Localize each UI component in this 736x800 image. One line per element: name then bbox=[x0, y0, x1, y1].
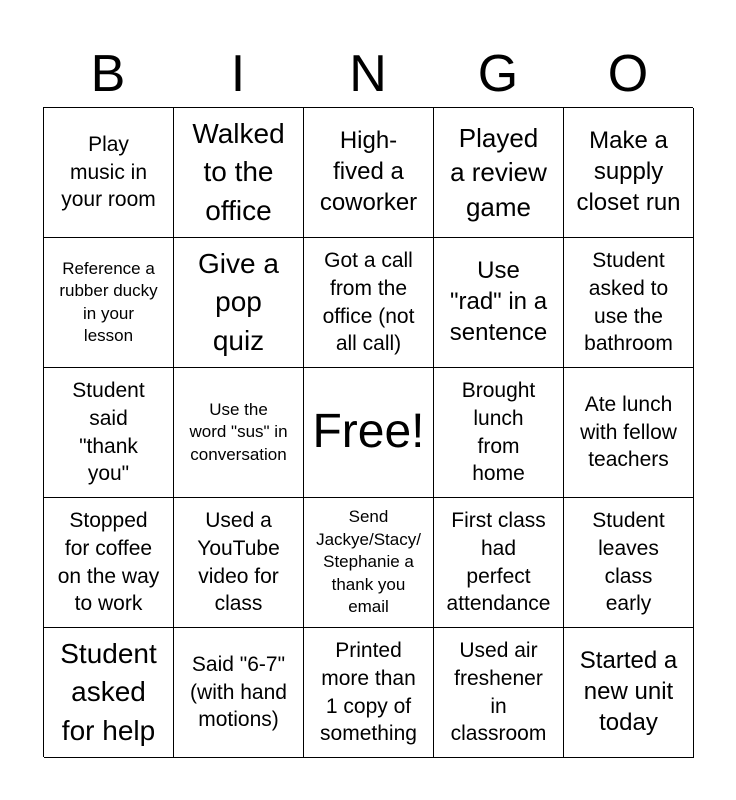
bingo-cell-n1[interactable] bbox=[304, 108, 434, 238]
cell-text: First class had perfect attendance bbox=[446, 508, 551, 616]
bingo-cell-n2[interactable] bbox=[304, 238, 434, 368]
header-letter-i: I bbox=[230, 45, 246, 103]
bingo-cell-b3[interactable] bbox=[44, 368, 174, 498]
cell-text: Play music in your room bbox=[61, 132, 156, 212]
bingo-grid bbox=[43, 107, 693, 757]
cell-text: Used air freshener in classroom bbox=[450, 638, 547, 746]
cell-text: Give a pop quiz bbox=[198, 247, 279, 356]
cell-text: Student asked to use the bathroom bbox=[584, 248, 673, 356]
cell-text: Walked to the office bbox=[192, 117, 285, 226]
cell-text: Used a YouTube video for class bbox=[197, 508, 280, 616]
bingo-cell-n5[interactable] bbox=[304, 628, 434, 758]
cell-text: Got a call from the office (not all call) bbox=[322, 248, 415, 356]
cell-text: Played a review game bbox=[450, 123, 547, 222]
cell-text: Student said "thank you" bbox=[72, 378, 145, 486]
bingo-cell-g3[interactable] bbox=[434, 368, 564, 498]
cell-text: Started a new unit today bbox=[579, 647, 678, 736]
cell-text: Reference a rubber ducky in your lesson bbox=[59, 258, 158, 345]
bingo-cell-i5[interactable] bbox=[174, 628, 304, 758]
header-letter-o: O bbox=[607, 45, 649, 103]
header-letter-g: G bbox=[477, 45, 519, 103]
bingo-cell-g5[interactable] bbox=[434, 628, 564, 758]
cell-text: Student asked for help bbox=[60, 637, 157, 746]
bingo-cell-free[interactable] bbox=[304, 368, 434, 498]
bingo-cell-b5[interactable] bbox=[44, 628, 174, 758]
bingo-cell-i1[interactable] bbox=[174, 108, 304, 238]
bingo-cell-o3[interactable] bbox=[564, 368, 694, 498]
cell-text: Use "rad" in a sentence bbox=[449, 257, 548, 346]
cell-text: High- fived a coworker bbox=[319, 127, 418, 216]
bingo-cell-o2[interactable] bbox=[564, 238, 694, 368]
bingo-cell-b4[interactable] bbox=[44, 498, 174, 628]
cell-text: Ate lunch with fellow teachers bbox=[580, 392, 677, 472]
cell-text: Said "6-7" (with hand motions) bbox=[190, 652, 287, 732]
cell-text: Student leaves class early bbox=[592, 508, 665, 616]
bingo-cell-o1[interactable] bbox=[564, 108, 694, 238]
bingo-cell-i3[interactable] bbox=[174, 368, 304, 498]
cell-text: Stopped for coffee on the way to work bbox=[57, 508, 160, 616]
bingo-cell-g4[interactable] bbox=[434, 498, 564, 628]
cell-text: Send Jackye/Stacy/ Stephanie a thank you email bbox=[316, 507, 421, 617]
cell-text: Make a supply closet run bbox=[576, 127, 681, 216]
bingo-cell-n4[interactable] bbox=[304, 498, 434, 628]
bingo-cell-i2[interactable] bbox=[174, 238, 304, 368]
header-letter-b: B bbox=[90, 45, 126, 103]
bingo-cell-o5[interactable] bbox=[564, 628, 694, 758]
bingo-cell-i4[interactable] bbox=[174, 498, 304, 628]
bingo-cell-g1[interactable] bbox=[434, 108, 564, 238]
bingo-cell-o4[interactable] bbox=[564, 498, 694, 628]
header-letter-n: N bbox=[349, 45, 387, 103]
bingo-cell-b1[interactable] bbox=[44, 108, 174, 238]
cell-text: Brought lunch from home bbox=[461, 378, 536, 486]
bingo-cell-b2[interactable] bbox=[44, 238, 174, 368]
bingo-header bbox=[43, 40, 693, 108]
free-space-text: Free! bbox=[312, 405, 425, 459]
bingo-cell-g2[interactable] bbox=[434, 238, 564, 368]
cell-text: Use the word "sus" in conversation bbox=[189, 399, 288, 464]
cell-text: Printed more than 1 copy of something bbox=[320, 638, 417, 746]
